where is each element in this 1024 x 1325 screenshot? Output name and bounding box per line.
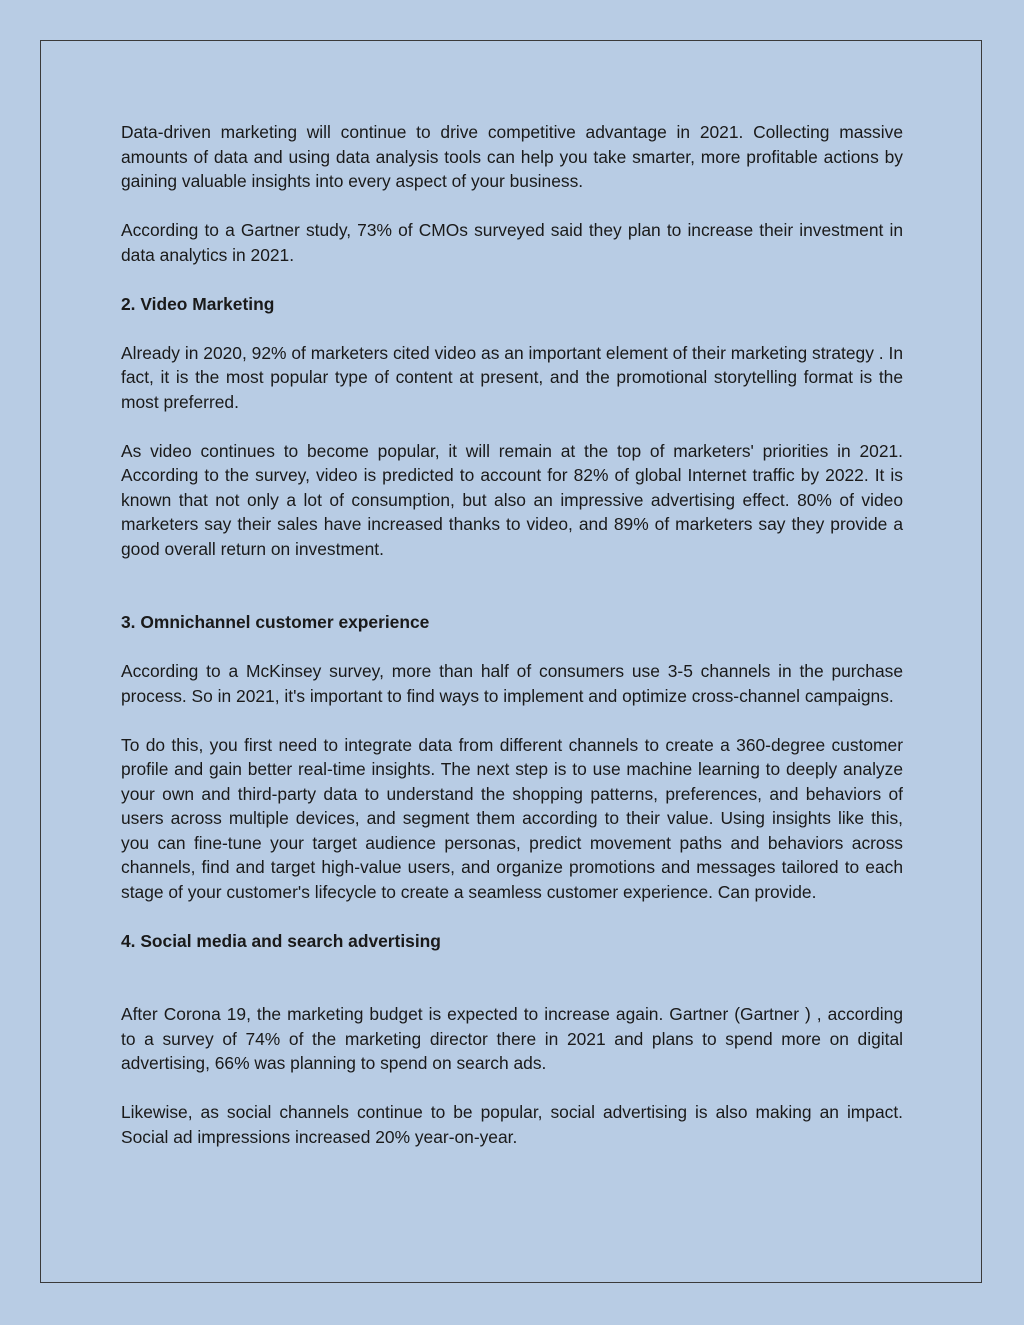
intro-paragraph-2: According to a Gartner study, 73% of CMOs surveyed said they plan to increase their investment in data analytics in 2021. [121,220,903,265]
video-paragraph-2: As video continues to become popular, it will remain at the top of marketers' priorities in 2021. According to the survey, video is predicted to account for 82% of global Internet traffic by 2022. It is known that not only a lot of consumption, but also an impressive advertising effect. 80% of video marketers say their sales have increased thanks to video, and 89% of marketers say they provide a good overall return on investment. [121,440,903,559]
section-heading-omnichannel: 3. Omnichannel customer experience [121,612,430,632]
social-paragraph-1: After Corona 19, the marketing budget is expected to increase again. Gartner (Gartner ) , according to a survey of 74% of the marketing director there in 2021 and plans to spend more on digital advertising, 66% was planning to spend on search ads. [121,1004,903,1073]
omnichannel-paragraph-1: According to a McKinsey survey, more than half of consumers use 3-5 channels in the purchase process. So in 2021, it's important to find ways to implement and optimize cross-channel campaigns. [121,661,903,706]
section-heading-social-search: 4. Social media and search advertising [121,930,441,951]
omnichannel-paragraph-2: To do this, you first need to integrate data from different channels to create a 360-degree customer profile and gain better real-time insights. The next step is to use machine learning to deeply analyze your own and third-party data to understand the shopping patterns, preferences, and behaviors of users across multiple devices, and segment them according to their value. Using insights like this, you can fine-tune your target audience personas, predict movement paths and behaviors across channels, find and target high-value users, and organize promotions and messages tailored to each stage of your customer's lifecycle to create a seamless customer experience. Can provide. [121,734,903,902]
section-heading-video-marketing: 2. Video Marketing [121,293,275,314]
video-paragraph-1: Already in 2020, 92% of marketers cited video as an important element of their marketing strategy . In fact, it is the most popular type of content at present, and the promotional storytelling format is the most preferred. [121,342,903,412]
intro-paragraph-1: Data-driven marketing will continue to drive competitive advantage in 2021. Collecting massive amounts of data and using data analysis tools can help you take smarter, more profitable actions by gaining valuable insights into every aspect of your business. [121,122,903,191]
social-paragraph-2: Likewise, as social channels continue to be popular, social advertising is also making an impact. Social ad impressions increased 20% year-on-year. [121,1102,903,1147]
document-body [121,120,903,1149]
